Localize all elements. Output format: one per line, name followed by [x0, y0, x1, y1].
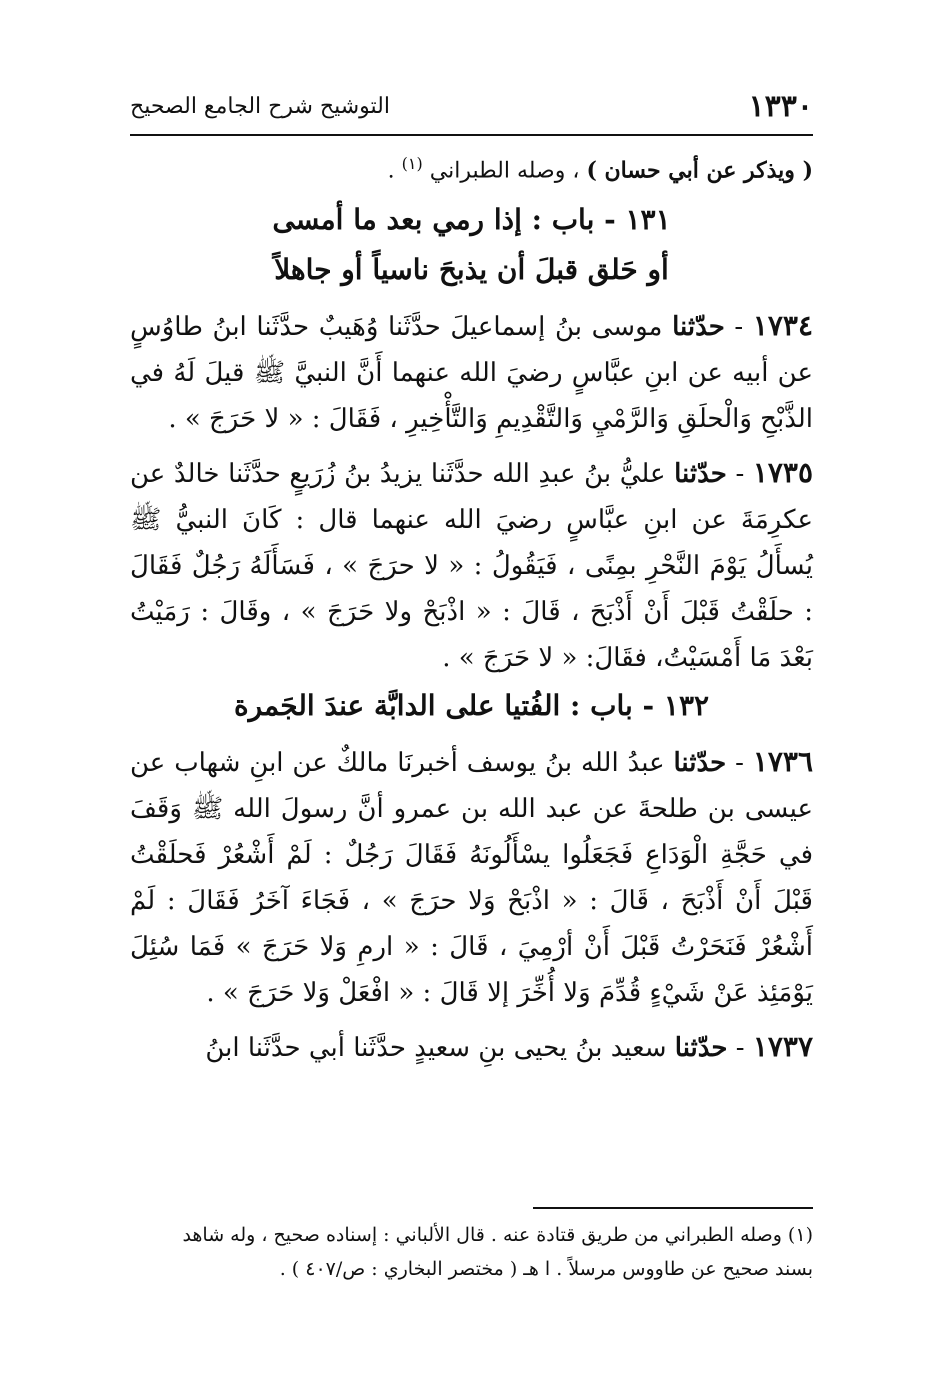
hadith-text: موسى بنُ إسماعيلَ حدَّثَنا وُهَيبٌ حدَّثَنا ابنُ طاوُسٍ عن أبيه عن ابنِ عبَّاسٍ رضيَ الله عنهما أَنَّ النبيَّ ﷺ قيلَ لَهُ في الذَّبْحِ وَالْحلَقِ وَالرَّمْيِ وَالتَّقْدِيمِ وَالتَّأْخِيرِ ، فَقَالَ : « لا حَرَجَ » . — [130, 312, 813, 435]
hadith-1734 — [130, 303, 813, 442]
page-number: ١٣٣٠ — [748, 88, 813, 124]
footnote-marker: (١) — [401, 154, 423, 173]
main-content — [130, 142, 813, 1071]
lead-end: . — [387, 158, 402, 184]
page-header — [130, 88, 813, 124]
hadith-intro: حدّثنا — [673, 748, 727, 779]
lead-bold: ( ويذكر عن أبي حسان ) — [586, 157, 813, 184]
lead-text: ، وصله الطبراني — [422, 158, 587, 184]
running-title: التوشيح شرح الجامع الصحيح — [130, 93, 390, 119]
hadith-1736 — [130, 739, 813, 1016]
hadith-1737 — [130, 1024, 813, 1071]
hadith-intro: حدّثنا — [672, 312, 725, 343]
hadith-dash: - — [724, 312, 753, 343]
hadith-intro: حدّثنا — [674, 459, 727, 490]
hadith-text: سعيد بنُ يحيى بنِ سعيدٍ حدَّثَنا أبي حدَّثَنا ابنُ — [205, 1033, 675, 1064]
chapter-heading-131-line2: أو حَلق قبلَ أن يذبحَ ناسياً أو جاهلاً — [274, 253, 669, 287]
hadith-1735 — [130, 450, 813, 681]
footnote-rule — [533, 1207, 813, 1209]
hadith-number: ١٧٣٦ — [752, 745, 813, 779]
hadith-number: ١٧٣٤ — [752, 309, 813, 343]
chapter-heading-131-line1: ١٣١ - باب : إذا رمي بعد ما أمسى — [272, 203, 671, 237]
lead-paragraph — [130, 142, 813, 193]
footnote-1-line-2: بسند صحيح عن طاووس مرسلاً . ا هـ ( مختصر البخاري : ص/٤٠٧ ) . — [279, 1258, 813, 1280]
chapter-heading-132: ١٣٢ - باب : الفُتيا على الدابَّة عندَ الجَمرة — [233, 689, 710, 723]
hadith-text: عبدُ الله بنُ يوسف أخبرنَا مالكٌ عن ابنِ شهاب عن عيسى بن طلحةَ عن عبد الله بن عمرو أنَّ رسولَ الله ﷺ وَقَفَ في حَجَّةِ الْوَدَاعِ فَجَعَلُوا يسْأَلُونَهُ فَقَالَ رَجُلٌ : لَمْ أَشْعُرْ فَحلَقْتُ قَبْلَ أَنْ أَذْبَحَ ، قَالَ : « اذْبَحْ وَلا حرَجَ » ، فَجَاءَ آخَرُ فَقَالَ : لَمْ أَشْعُرْ فَنَحَرْتُ قَبْلَ أَنْ أرْمِيَ ، قَالَ : « ارمِ وَلا حَرَجَ » فَمَا سُئِلَ يَوْمَئِذ عَنْ شَيْءٍ قُدِّمَ وَلا أُخِّرَ إلا قَالَ : « افْعَلْ وَلا حَرَجَ » . — [130, 748, 813, 1009]
hadith-dash: - — [726, 459, 753, 490]
hadith-intro: حدّثنا — [674, 1033, 728, 1064]
footnote-1-line-1: (١) وصله الطبراني من طريق قتادة عنه . قال الألباني : إسناده صحيح ، وله شاهد — [182, 1224, 813, 1246]
header-rule — [130, 134, 813, 136]
footnotes — [130, 1218, 813, 1286]
hadith-number: ١٧٣٥ — [752, 456, 813, 490]
hadith-number: ١٧٣٧ — [752, 1030, 813, 1064]
hadith-dash: - — [727, 1033, 753, 1064]
hadith-text: عليُّ بنُ عبدِ الله حدَّثَنا يزيدُ بنُ زُرَيعٍ حدَّثَنا خالدٌ عن عكرِمَةَ عن ابنِ عبَّاسٍ رضيَ الله عنهما قال : كَانَ النبيُّ ﷺ يُسأَلُ يَوْمَ النَّحْرِ بمِنًى ، فَيَقُولُ : « لا حرَجَ » ، فَسَأَلَهُ رَجُلٌ فَقَالَ : حلَقْتُ قَبْلَ أَنْ أَذْبَحَ ، قَالَ : « اذْبَحْ ولا حَرَجَ » ، وقَالَ : رَمَيْتُ بَعْدَ مَا أَمْسَيْتُ، فقَالَ: « لا حَرَجَ » . — [130, 459, 813, 674]
hadith-dash: - — [726, 748, 753, 779]
